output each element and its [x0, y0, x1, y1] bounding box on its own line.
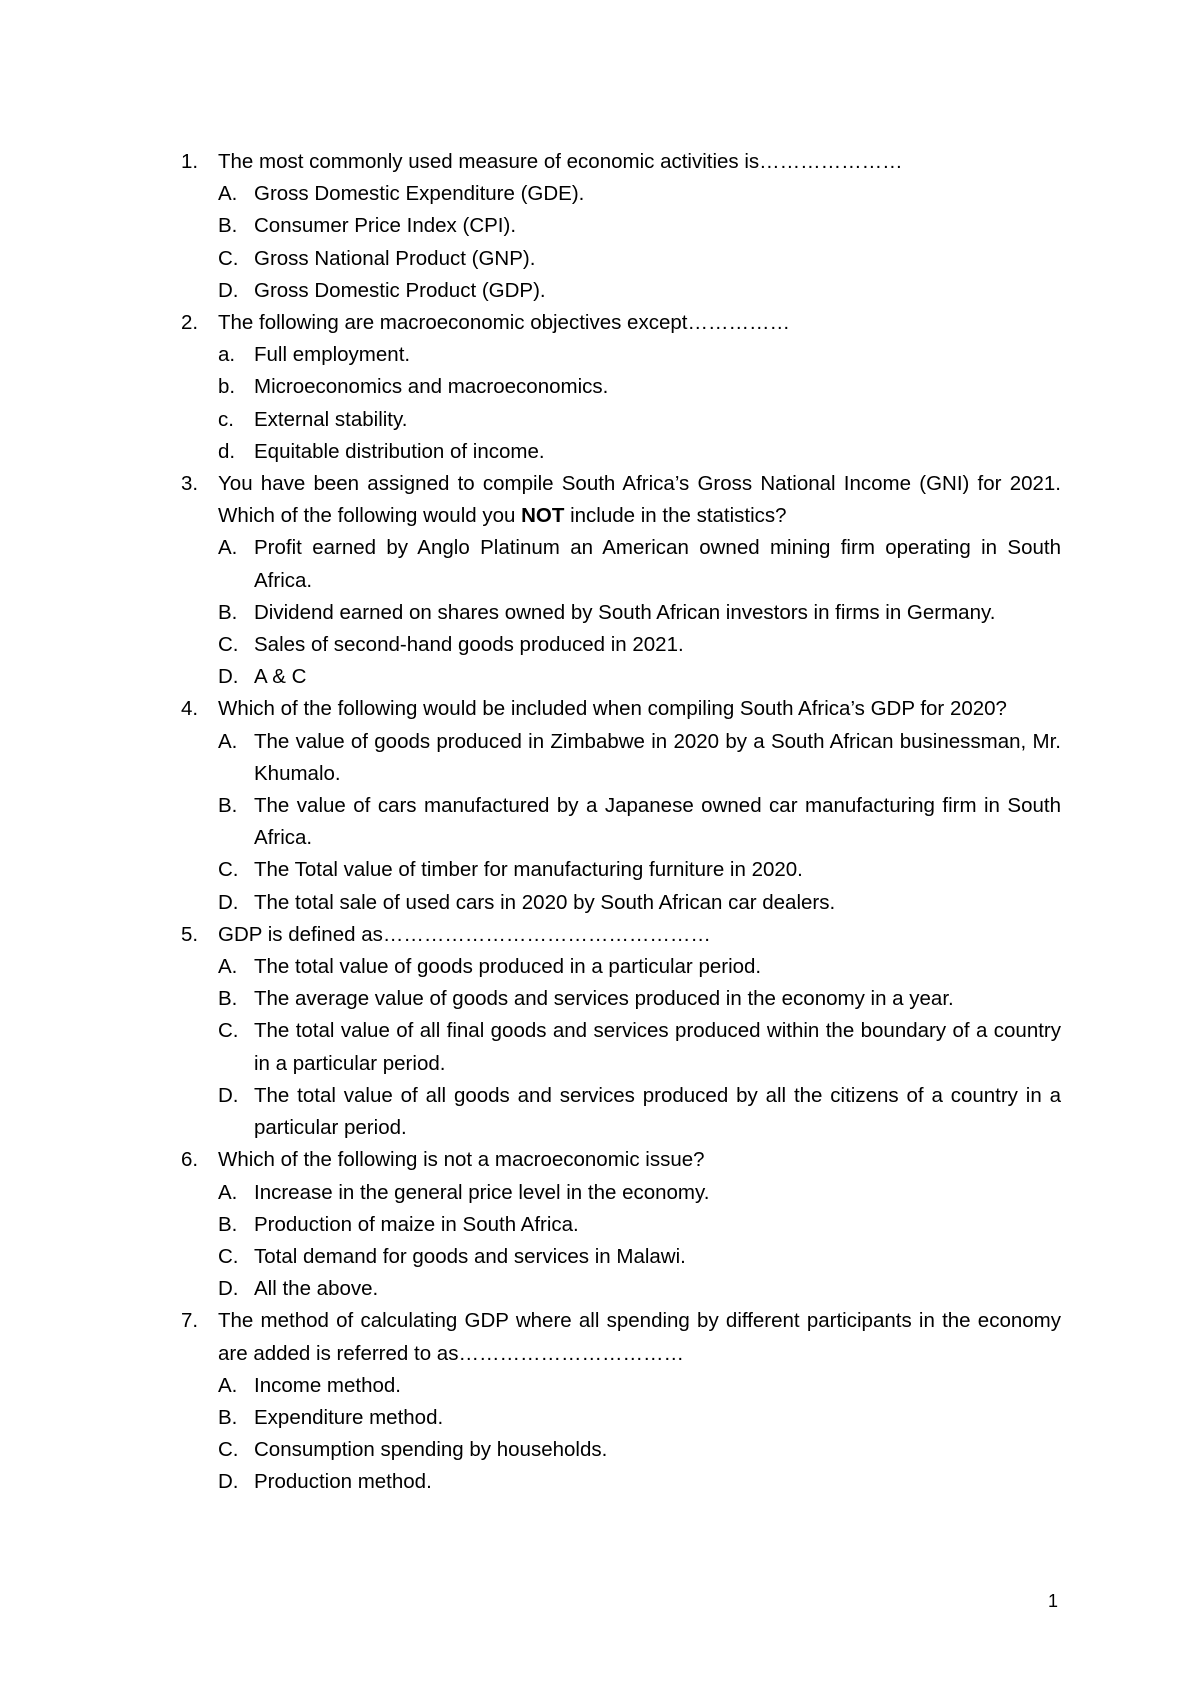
option-letter: C.: [218, 633, 239, 657]
option-text: Income method.: [254, 1373, 401, 1397]
option-text: The value of cars manufactured by a Japanese owned car manufacturing firm in South Africa.: [254, 794, 1061, 850]
question-stem-text: The most commonly used measure of economic activities is…………………: [218, 150, 903, 173]
answer-option: [181, 532, 1061, 596]
option-letter: A.: [218, 1373, 238, 1397]
option-letter: A.: [218, 182, 238, 206]
question-list: [181, 146, 1061, 1499]
option-text: Production of maize in South Africa.: [254, 1212, 579, 1236]
answer-option: [181, 887, 1061, 919]
answer-option: [181, 597, 1061, 629]
option-letter: C.: [218, 1438, 239, 1462]
question-stem-text: The method of calculating GDP where all spending by different participants in the economy are added is referred to as……………………………: [218, 1309, 1061, 1365]
question-4: [181, 693, 1061, 725]
question-stem-text: Which of the following is not a macroeconomic issue?: [218, 1148, 705, 1172]
answer-option: [181, 951, 1061, 983]
question-2: [181, 307, 1061, 339]
option-text: Full employment.: [254, 343, 411, 367]
option-letter: A.: [218, 955, 238, 979]
answer-option: [181, 178, 1061, 210]
option-text: Consumption spending by households.: [254, 1438, 608, 1462]
answer-option: [181, 983, 1061, 1015]
option-text: The total value of all goods and services produced by all the citizens of a country in a particular period.: [254, 1083, 1061, 1140]
answer-option: [181, 210, 1061, 242]
option-letter: B.: [218, 794, 238, 818]
option-text: The Total value of timber for manufacturing furniture in 2020.: [254, 858, 803, 882]
option-letter: D.: [218, 665, 239, 689]
question-number: 7.: [181, 1309, 199, 1333]
option-text: Total demand for goods and services in Malawi.: [254, 1244, 686, 1268]
option-letter: c.: [218, 407, 234, 431]
answer-option: [181, 275, 1061, 307]
question-stem-text: You have been assigned to compile South Africa’s Gross National Income (GNI) for 2021. Which of the following would you: [218, 472, 1061, 528]
question-7: [181, 1305, 1061, 1369]
option-letter: B.: [218, 1212, 238, 1236]
option-text: Production method.: [254, 1470, 432, 1494]
question-1: [181, 146, 1061, 178]
option-text: Microeconomics and macroeconomics.: [254, 375, 609, 399]
question-stem-text: GDP is defined as…………………………………………: [218, 922, 711, 946]
option-text: The value of goods produced in Zimbabwe in 2020 by a South African businessman, Mr. Khumalo.: [254, 729, 1061, 785]
option-text: Equitable distribution of income.: [254, 439, 545, 463]
answer-option: [181, 339, 1061, 371]
question-6: [181, 1144, 1061, 1176]
option-text: All the above.: [254, 1277, 379, 1301]
answer-option: [181, 1177, 1061, 1209]
option-letter: A.: [218, 729, 238, 753]
question-stem-text: The following are macroeconomic objectives except……………: [218, 311, 790, 335]
option-letter: D.: [218, 278, 239, 302]
option-letter: D.: [218, 1277, 239, 1301]
question-number: 3.: [181, 472, 199, 496]
option-letter: C.: [218, 858, 239, 882]
answer-option: [181, 1370, 1061, 1402]
answer-option: [181, 243, 1061, 275]
question-stem-text: Which of the following would be included when compiling South Africa’s GDP for 2020?: [218, 697, 1007, 721]
page-number: 1: [1048, 1591, 1059, 1611]
answer-option: [181, 371, 1061, 403]
answer-option: [181, 661, 1061, 693]
option-letter: b.: [218, 375, 236, 399]
answer-option: [181, 1273, 1061, 1305]
option-text: Sales of second-hand goods produced in 2021.: [254, 633, 684, 657]
option-letter: D.: [218, 1083, 239, 1107]
option-text: The total value of all final goods and services produced within the boundary of a country in a particular period.: [254, 1019, 1061, 1075]
answer-option: [181, 790, 1061, 854]
option-text: Gross Domestic Product (GDP).: [254, 278, 546, 302]
question-number: 4.: [181, 697, 199, 721]
answer-option: [181, 1434, 1061, 1466]
option-letter: D.: [218, 890, 239, 914]
answer-option: [181, 404, 1061, 436]
option-text: Profit earned by Anglo Platinum an American owned mining firm operating in South Africa.: [254, 536, 1061, 592]
option-text: Dividend earned on shares owned by South African investors in firms in Germany.: [254, 600, 996, 624]
option-text: Expenditure method.: [254, 1405, 444, 1429]
question-number: 2.: [181, 311, 199, 335]
option-letter: B.: [218, 987, 238, 1011]
option-letter: C.: [218, 246, 239, 270]
question-number: 1.: [181, 150, 199, 173]
option-text: The average value of goods and services produced in the economy in a year.: [254, 987, 954, 1011]
option-letter: C.: [218, 1019, 239, 1043]
question-3: [181, 468, 1061, 532]
question-stem-emphasis: NOT: [521, 504, 565, 528]
answer-option: [181, 854, 1061, 886]
option-text: Gross Domestic Expenditure (GDE).: [254, 182, 585, 206]
option-text: Gross National Product (GNP).: [254, 246, 536, 270]
option-text: External stability.: [254, 407, 408, 431]
option-text: Consumer Price Index (CPI).: [254, 214, 517, 238]
option-text: A & C: [254, 665, 307, 689]
question-number: 5.: [181, 922, 199, 946]
question-stem-text: include in the statistics?: [564, 504, 787, 528]
answer-option: [181, 1402, 1061, 1434]
option-letter: C.: [218, 1244, 239, 1268]
option-text: The total sale of used cars in 2020 by South African car dealers.: [254, 890, 836, 914]
option-letter: A.: [218, 1180, 238, 1204]
answer-option: [181, 726, 1061, 790]
option-letter: a.: [218, 343, 236, 367]
answer-option: [181, 629, 1061, 661]
answer-option: [181, 1241, 1061, 1273]
answer-option: [181, 1466, 1061, 1498]
question-number: 6.: [181, 1148, 199, 1172]
question-5: [181, 919, 1061, 951]
option-text: The total value of goods produced in a particular period.: [254, 955, 762, 979]
option-letter: B.: [218, 1405, 238, 1429]
answer-option: [181, 1015, 1061, 1079]
option-letter: B.: [218, 600, 238, 624]
option-letter: d.: [218, 439, 236, 463]
answer-option: [181, 1080, 1061, 1144]
option-letter: B.: [218, 214, 238, 238]
option-text: Increase in the general price level in the economy.: [254, 1180, 710, 1204]
answer-option: [181, 1209, 1061, 1241]
option-letter: D.: [218, 1470, 239, 1494]
option-letter: A.: [218, 536, 238, 560]
answer-option: [181, 436, 1061, 468]
